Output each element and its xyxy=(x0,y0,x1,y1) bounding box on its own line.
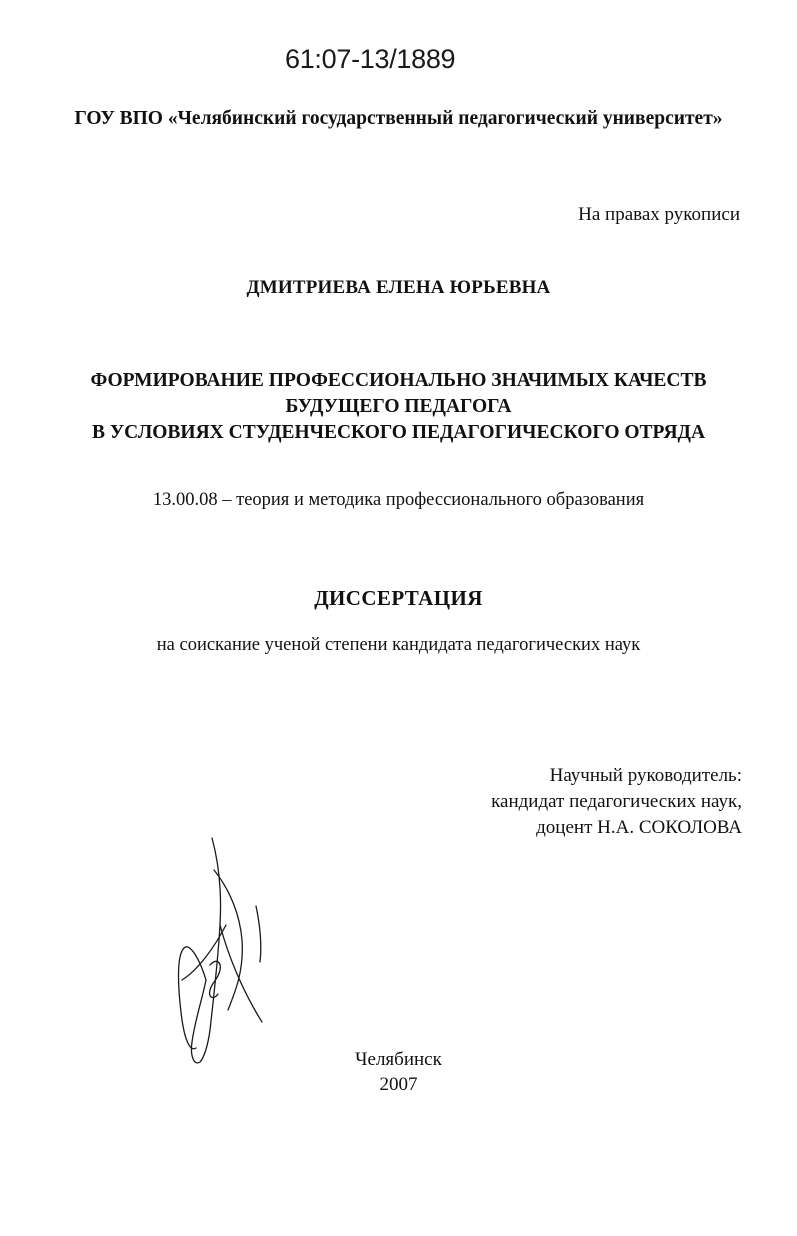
institution-name: ГОУ ВПО «Челябинский государственный педагогический университет» xyxy=(74,108,723,129)
supervisor-label: Научный руководитель: xyxy=(549,765,742,786)
dissertation-title xyxy=(0,368,797,446)
title-line: В УСЛОВИЯХ СТУДЕНЧЕСКОГО ПЕДАГОГИЧЕСКОГО ОТРЯДА xyxy=(91,422,706,443)
supervisor-block xyxy=(440,763,742,841)
city: Челябинск xyxy=(355,1049,442,1070)
specialty-code: 13.00.08 – теория и методика профессионального образования xyxy=(152,490,645,510)
title-line: БУДУЩЕГО ПЕДАГОГА xyxy=(285,396,512,417)
manuscript-rights-note: На правах рукописи xyxy=(578,204,740,225)
year: 2007 xyxy=(379,1074,418,1095)
catalog-number: 61:07-13/1889 xyxy=(285,44,456,74)
title-line: ФОРМИРОВАНИЕ ПРОФЕССИОНАЛЬНО ЗНАЧИМЫХ КАЧЕСТВ xyxy=(90,370,707,391)
supervisor-name: доцент Н.А. СОКОЛОВА xyxy=(536,817,742,838)
document-type: ДИССЕРТАЦИЯ xyxy=(314,586,483,610)
handwritten-signature xyxy=(170,830,290,1070)
degree-sought: на соискание ученой степени кандидата педагогических наук xyxy=(156,635,641,655)
author-name: ДМИТРИЕВА ЕЛЕНА ЮРЬЕВНА xyxy=(246,277,551,298)
supervisor-degree: кандидат педагогических наук, xyxy=(491,791,742,812)
